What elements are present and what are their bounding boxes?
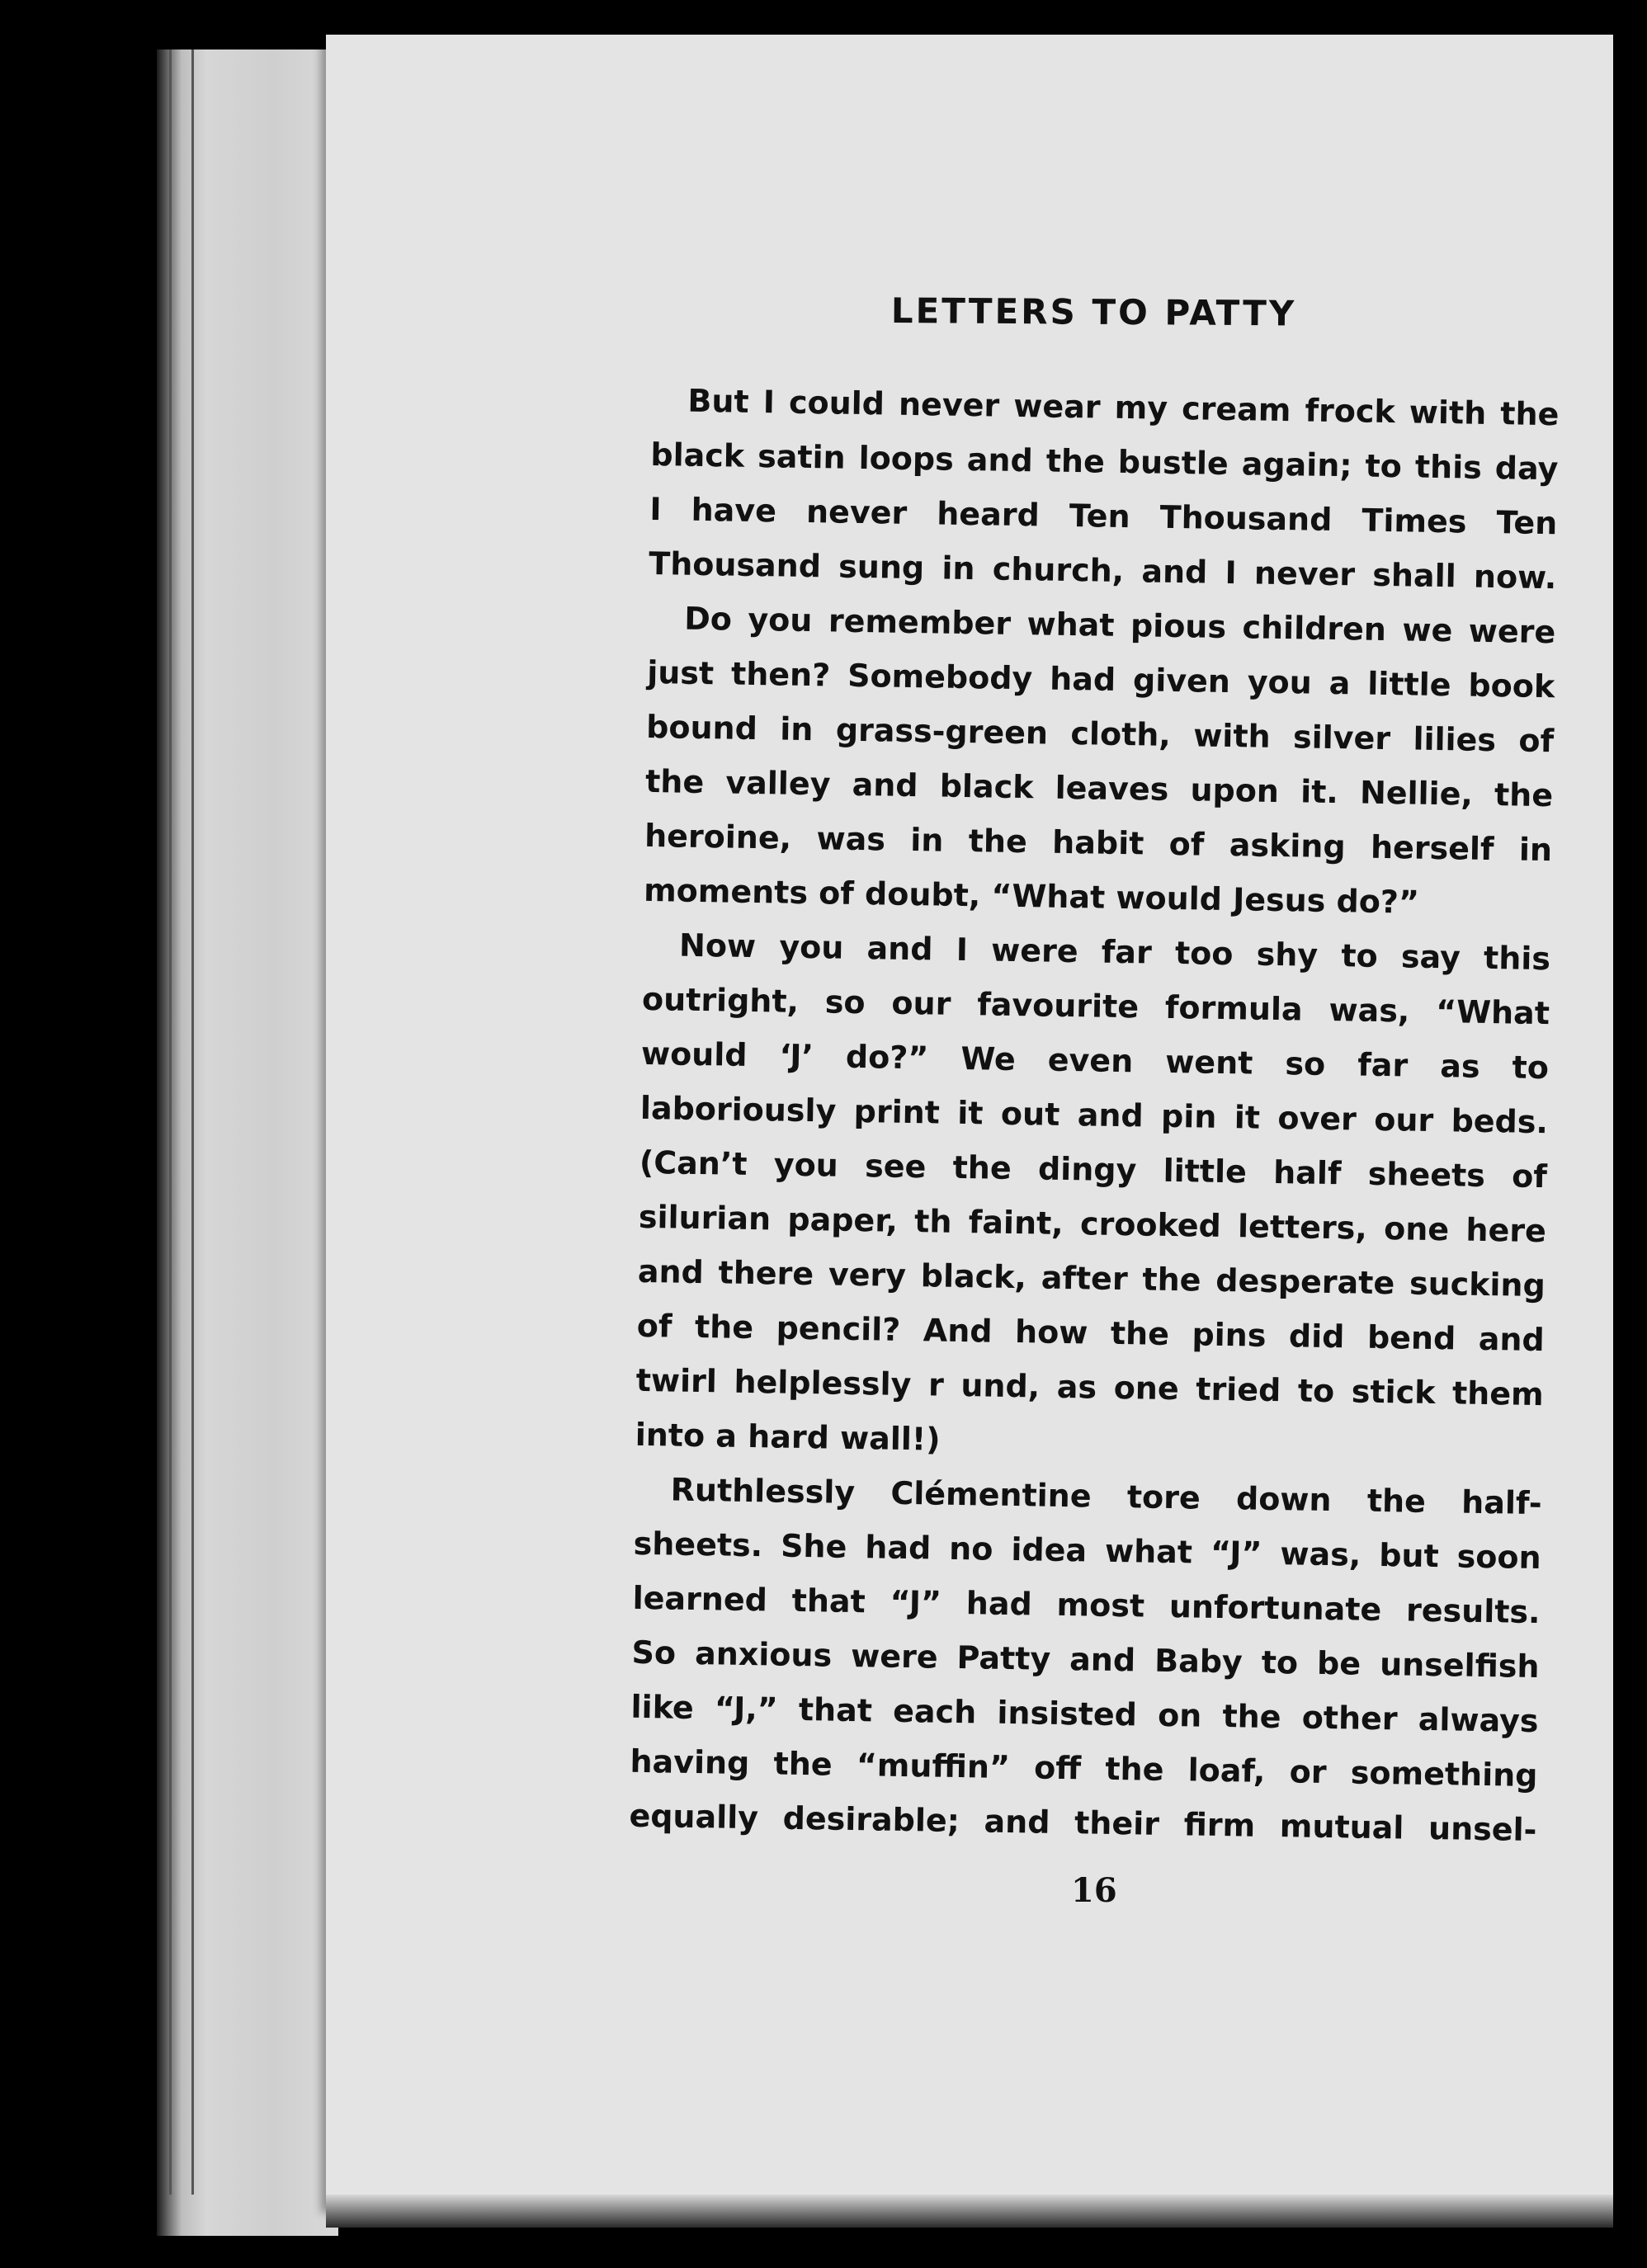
book-spine [157, 50, 338, 2236]
text-line: laboriously print it out and pin it over our beds. [639, 1089, 1549, 1141]
running-head: LETTERS TO PATTY [890, 290, 1297, 334]
text-line: Thousand sung in church, and I never shall now. [649, 545, 1557, 596]
text-line: learned that “J” had most unfortunate results. [632, 1579, 1541, 1631]
text-line: bound in grass-green cloth, with silver lilies of [645, 708, 1555, 760]
text-line: But I could never wear my cream frock with the [687, 382, 1560, 433]
text-line: So anxious were Patty and Baby to be unselfish [631, 1634, 1540, 1686]
text-line: and there very black, after the desperate sucking [637, 1252, 1546, 1304]
text-line: into a hard wall!) [635, 1416, 941, 1458]
text-line: having the “muffin” off the loaf, or something [630, 1742, 1538, 1794]
text-line: of the pencil? And how the pins did bend and [636, 1307, 1546, 1359]
text-line: silurian paper, th faint, crooked letters, one here [638, 1198, 1547, 1250]
text-line: I have never heard Ten Thousand Times Ten [649, 490, 1558, 542]
body-text [629, 373, 1560, 1857]
spine-edge-line [169, 50, 172, 2195]
page-bottom-shadow [326, 2195, 1613, 2228]
text-line: sheets. She had no idea what “J” was, but soon [633, 1525, 1541, 1577]
text-line: (Can’t you see the dingy little half sheets of [639, 1143, 1548, 1195]
text-line: moments of doubt, “What would Jesus do?” [643, 871, 1420, 921]
text-line: Now you and I were far too shy to say this [678, 927, 1551, 978]
text-line: the valley and black leaves upon it. Nellie, the [644, 762, 1554, 814]
text-line: just then? Somebody had given you a little book [646, 653, 1555, 705]
text-line: black satin loops and the bustle again; to this day [650, 436, 1559, 488]
text-line: Do you remember what pious children we were [683, 600, 1556, 651]
text-line: twirl helplessly r und, as one tried to stick them [635, 1361, 1545, 1413]
text-line: would ‘J’ do?” We even went so far as to [640, 1035, 1550, 1087]
page-number: 16 [1071, 1871, 1117, 1910]
spine-edge-line [191, 50, 194, 2195]
text-line: outright, so our favourite formula was, “What [641, 980, 1550, 1032]
text-line: Ruthlessly Clémentine tore down the half- [670, 1471, 1542, 1522]
text-line: like “J,” that each insisted on the other always [630, 1688, 1539, 1740]
text-line: equally desirable; and their firm mutual unsel- [629, 1797, 1537, 1849]
text-line: heroine, was in the habit of asking herself in [644, 817, 1553, 869]
